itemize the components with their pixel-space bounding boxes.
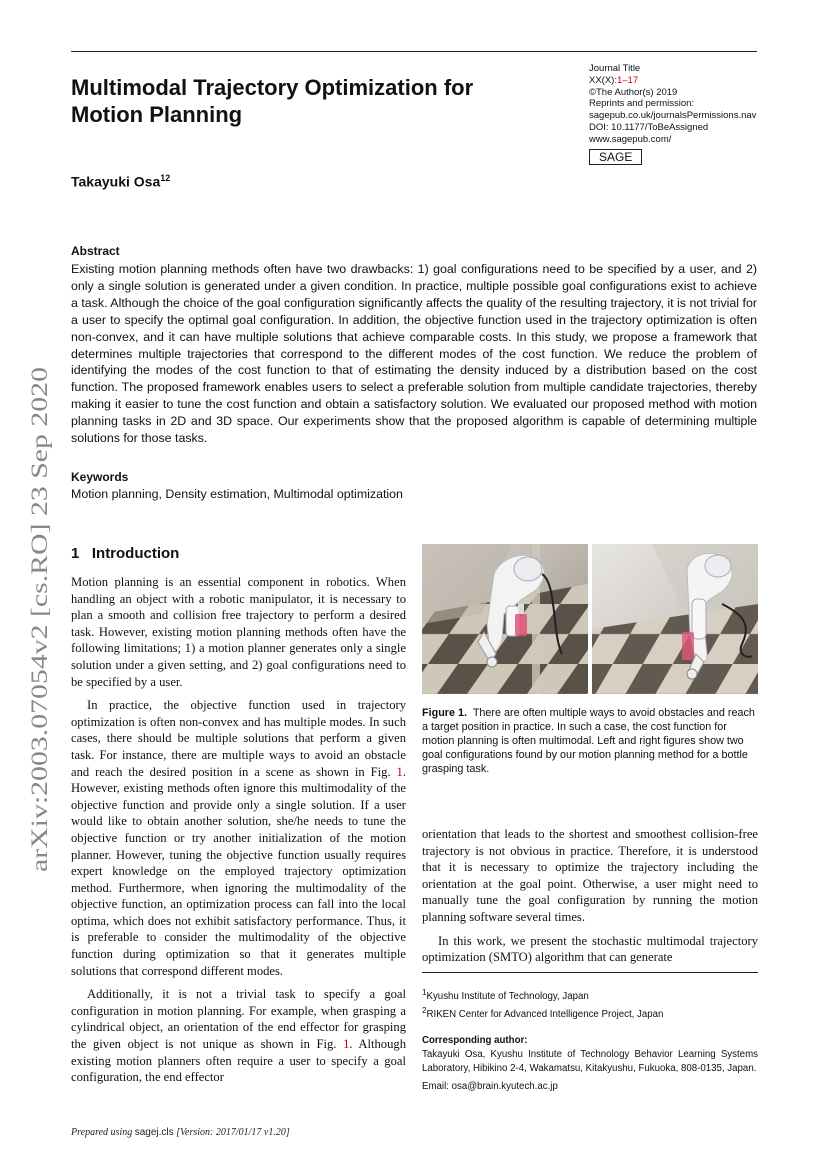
abstract-text: Existing motion planning methods often have two drawbacks: 1) goal configurations need to be specified by a user, and 2) only a single solution is generated under a given condition. In practice, multiple possible goal configurations exist to achieve a task. Although the choice of the goal configuration significantly affects the quality of the resulting trajectory, it is not trivial for a user to specify the optimal goal configuration. In addition, the objective function used in the trajectory optimization is often non-convex, and it can have multiple solutions that achieve comparable costs. In this study, we propose a framework that determines multiple trajectories that correspond to the different modes of the cost function. We reduce the problem of identifying the modes of the cost function to that of estimating the density induced by a distribution based on the cost function. The proposed framework enables users to select a preferable solution from multiple candidate trajectories, thereby making it easier to tune the cost function and obtain a satisfactory solution. We evaluated our proposed method with motion planning tasks in 2D and 3D space. Our experiments show that the proposed algorithm is capable of determining multiple solutions for those tasks. xyxy=(71,262,757,446)
figure-left-photo xyxy=(422,544,588,694)
figure-right-photo xyxy=(592,544,758,694)
author-name: Takayuki Osa xyxy=(71,173,161,190)
author-affiliation: 12 xyxy=(160,173,171,183)
paper-title xyxy=(71,74,571,128)
figure-ref-link[interactable]: 1 xyxy=(396,764,403,779)
journal-volume: XX(X):1–17 xyxy=(589,74,639,86)
journal-pages[interactable]: 1–17 xyxy=(616,74,639,86)
author xyxy=(71,173,170,190)
footnotes xyxy=(422,986,758,1094)
journal-site: www.sagepub.com/ xyxy=(589,133,672,145)
right-paragraph-1: orientation that leads to the shortest and smoothest collision-free trajectory is not obvious in practice. Therefore, it is understood that it is necessary to optimize the trajectory including the orientation at the goal point. Otherwise, a user might need to manually tune the goal configuration by running the motion planning software several times. xyxy=(422,827,758,924)
section-title: Introduction xyxy=(91,545,180,562)
footer-cls: sagej.cls xyxy=(134,1127,174,1138)
paper-title-line2: Motion Planning xyxy=(71,102,243,127)
section-heading xyxy=(71,545,179,562)
arxiv-identifier[interactable]: arXiv:2003.07054v2 [cs.RO] 23 Sep 2020 xyxy=(27,473,53,872)
section-number: 1 xyxy=(71,545,80,562)
intro-paragraph-1: Motion planning is an essential component in robotics. When handling an object with a robotic manipulator, it is necessary to plan a smooth and collision free trajectory to perform a desired task. However, existing motion planning methods often have the following limitations; 1) a motion planner generates only a single solution under a given setting, and 2) goal configurations need to be specified by a user. xyxy=(71,575,406,689)
intro-paragraph-2: In practice, the objective function used in trajectory optimization is often non-convex and has multiple modes. In such cases, there should be multiple solutions that perform a given task. For instance, there are multiple ways to avoid an obstacle and reach the desired position in a scene as shown in Fig. 1. However, existing methods often ignore this multimodality of the objective function and provide only a single solution. If a user would like to obtain another solution, she/he needs to tune the objective function or try another initialization of the motion planner. However, tuning the objective function usually requires expert knowledge on the employed trajectory optimization method. Furthermore, when ignoring the multimodality of the objective function, an optimization process can fall into the local optima, which does not exhibit satisfactory performance. Thus, it is preferable to consider the multimodality of the objective function during optimization so that it generates multiple solutions that correspond different modes. xyxy=(71,698,406,978)
figure-1-photos xyxy=(422,544,758,694)
right-paragraph-2: In this work, we present the stochastic multimodal trajectory optimization (SMTO) algorithm that can generate xyxy=(422,933,758,965)
left-column xyxy=(71,574,406,1086)
sage-logo: SAGE xyxy=(589,149,642,165)
intro-paragraph-3: Additionally, it is not a trivial task to specify a goal configuration in motion planning. For example, when grasping a cylindrical object, an orientation of the end effector for grasping the given object is not unique as shown in Fig. 1. Although existing motion planners often require a user to specify a goal configuration, the end effector xyxy=(71,987,406,1085)
page-footer: Prepared using sagej.cls [Version: 2017/01/17 v1.20] xyxy=(71,1127,290,1138)
corresponding-email[interactable]: Email: osa@brain.kyutech.ac.jp xyxy=(422,1081,558,1093)
journal-doi: DOI: 10.1177/ToBeAssigned xyxy=(589,121,709,133)
footnote-rule xyxy=(422,972,758,973)
abstract-heading: Abstract xyxy=(71,244,120,258)
corresponding-text: Takayuki Osa, Kyushu Institute of Technology Behavior Learning Systems Laboratory, Hibikino 2-4, Wakamatsu, Kitakyushu, Fukuoka, 808-0135, Japan. xyxy=(422,1049,758,1075)
journal-info xyxy=(589,63,759,165)
journal-reprints: Reprints and permission: xyxy=(589,98,695,110)
header-rule xyxy=(71,51,757,52)
journal-copyright: ©The Author(s) 2019 xyxy=(589,86,678,98)
keywords-heading: Keywords xyxy=(71,470,129,484)
figure-caption xyxy=(422,706,758,776)
figure-ref-link[interactable]: 1 xyxy=(343,1037,350,1052)
figure-caption-text: There are often multiple ways to avoid obstacles and reach a target position in practice. In such a case, the cost function for motion planning is often multimodal. Left and right figures show two goal configurations found by our motion planning method for a bottle grasping task. xyxy=(422,707,755,775)
footnote-2: $^2$RIKEN Center for Advanced Intelligence Project, Japan xyxy=(422,1006,664,1021)
journal-title: Journal Title xyxy=(589,63,641,74)
figure-label: Figure 1. xyxy=(422,707,467,719)
right-column xyxy=(422,826,758,966)
paper-title-line1: Multimodal Trajectory Optimization for xyxy=(71,75,474,100)
keywords-text: Motion planning, Density estimation, Multimodal optimization xyxy=(71,487,403,501)
arxiv-stamp xyxy=(17,360,57,880)
corresponding-heading: Corresponding author: xyxy=(422,1035,528,1047)
footnote-1: $^1$Kyushu Institute of Technology, Japan xyxy=(422,988,589,1003)
journal-reprints-url: sagepub.co.uk/journalsPermissions.nav xyxy=(589,110,757,122)
